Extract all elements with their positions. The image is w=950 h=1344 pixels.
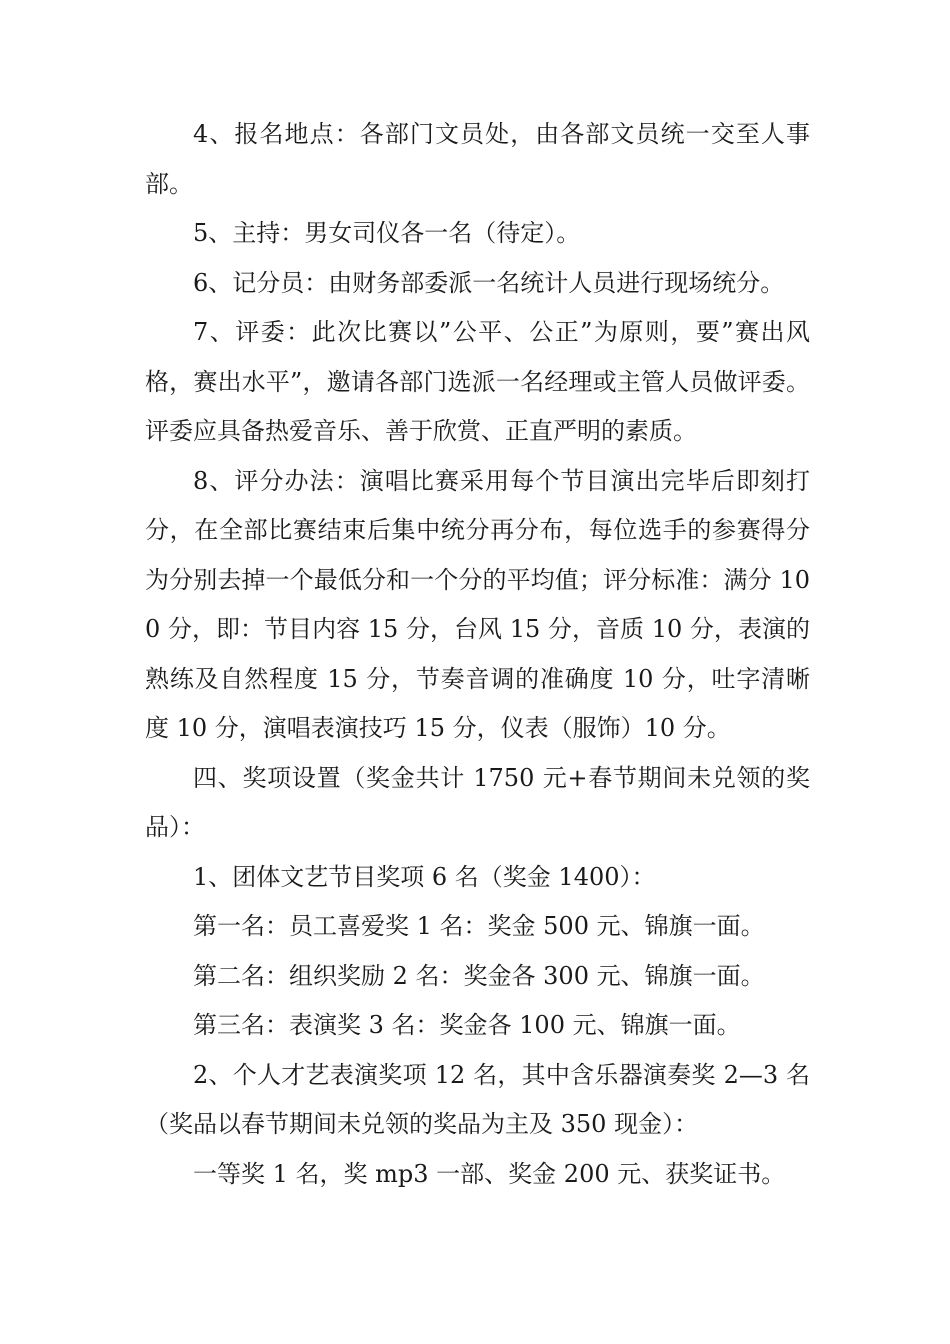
paragraph-second-prize: 第二名：组织奖励 2 名：奖金各 300 元、锦旗一面。 xyxy=(193,961,765,990)
paragraph-host: 5、主持：男女司仪各一名（待定）。 xyxy=(193,219,581,247)
paragraph-first-class-award: 一等奖 1 名，奖 mp3 一部、奖金 200 元、获奖证书。 xyxy=(193,1159,786,1188)
paragraph-third-prize: 第三名：表演奖 3 名：奖金各 100 元、锦旗一面。 xyxy=(193,1011,741,1039)
paragraph-registration-location: 4、报名地点：各部门文员处，由各部文员统一交至人事部。 xyxy=(145,120,810,198)
paragraph-judges: 7、评委：此次比赛以”公平、公正”为原则，要”赛出风格，赛出水平”，邀请各部门选派一名经理或主管人员做评委。评委应具备热爱音乐、善于欣赏、正直严明的素质。 xyxy=(145,318,810,445)
paragraph-first-prize: 第一名：员工喜爱奖 1 名：奖金 500 元、锦旗一面。 xyxy=(193,912,765,940)
document-body xyxy=(145,110,810,1199)
paragraph-scoring-method: 8、评分办法：演唱比赛采用每个节目演出完毕后即刻打分，在全部比赛结束后集中统分再分布，每位选手的参赛得分为分别去掉一个最低分和一个分的平均值；评分标准：满分 100 分，即：节目内容 15 分，台风 15 分，音质 10 分，表演的熟练及自然程度 15 分，节奏音调的准确度 10 分，吐字清晰度 10 分，演唱表演技巧 15 分，仪表（服饰）10 分。 xyxy=(145,466,810,742)
paragraph-group-awards: 1、团体文艺节目奖项 6 名（奖金 1400）： xyxy=(193,862,656,891)
section-heading-awards: 四、奖项设置（奖金共计 1750 元+春节期间未兑领的奖品）： xyxy=(145,763,810,841)
paragraph-scorekeeper: 6、记分员：由财务部委派一名统计人员进行现场统分。 xyxy=(193,268,785,297)
paragraph-individual-awards: 2、个人才艺表演奖项 12 名，其中含乐器演奏奖 2—3 名（奖品以春节期间未兑领的奖品为主及 350 现金）： xyxy=(145,1060,810,1138)
